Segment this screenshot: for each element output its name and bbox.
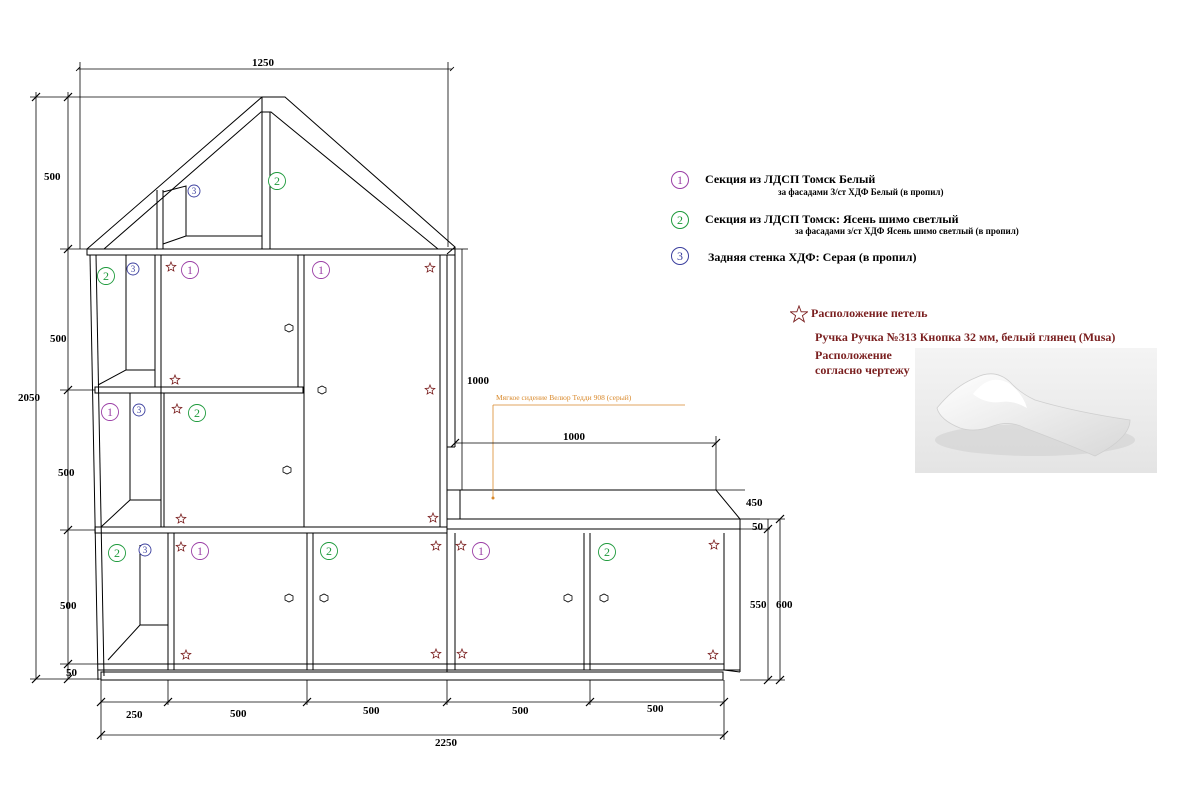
seat-leader [492,405,686,500]
legend-marker-2: 2 [671,211,689,229]
section-marker-number: 1 [187,263,193,277]
hinge-star-icon [431,541,441,550]
legend-subtitle-2: за фасадами з/ст ХДФ Ясень шимо светлый (в пропил) [795,226,1019,236]
hinge-star-icon [425,385,435,394]
section-marker-number: 1 [318,263,324,277]
hinge-star-icon [709,540,719,549]
dim-bottom-col5: 500 [647,703,664,715]
hinge-legend [790,305,927,323]
handle-title: Ручка Ручка №313 Кнопка 32 мм, белый глянец (Musa) [815,330,1116,344]
board-top [87,249,455,255]
handles [283,324,608,602]
section-marker-number: 3 [136,405,142,415]
legend-title-1: Секция из ЛДСП Томск Белый [705,172,876,186]
section-marker-number: 1 [478,544,484,558]
dim-bottom-col1: 250 [126,709,143,721]
legend-marker-1: 1 [671,171,689,189]
dim-total-height: 2050 [18,392,40,404]
section-marker-number: 2 [274,174,280,188]
dim-bench-width: 1000 [563,431,585,443]
dim-left-upper: 500 [50,333,67,345]
dim-bottom-col2: 500 [230,708,247,720]
legend-subtitle-1: за фасадами З/ст ХДФ Белый (в пропил) [778,187,944,197]
hinge-star-icon [172,404,182,413]
dim-top-width: 1250 [252,57,274,69]
dim-bench-height: 1000 [467,375,489,387]
hinge-star-icon [431,649,441,658]
hinge-star-icon [457,649,467,658]
section-marker-number: 3 [142,545,148,555]
section-marker-number: 2 [103,269,109,283]
hinge-star-icon [170,375,180,384]
dim-bottom-col4: 500 [512,705,529,717]
section-marker-number: 1 [107,405,113,419]
dim-bench-depth: 450 [746,497,763,509]
dim-bottom-col3: 500 [363,705,380,717]
hinge-stars [166,262,719,659]
dim-bench-body: 550 [750,599,767,611]
section-marker-number: 2 [114,546,120,560]
hinge-star-icon [456,541,466,550]
hinge-star-icon [425,263,435,272]
section-marker-number: 3 [191,186,197,196]
hinge-star-icon [428,513,438,522]
dim-bench-total: 600 [776,599,793,611]
board-mid1 [95,387,303,393]
section-marker-number: 2 [326,544,332,558]
hinge-star-icon [166,262,176,271]
hinge-legend-label: Расположение петель [811,305,928,320]
dim-left-roof: 500 [44,171,61,183]
section-marker-number: 3 [130,264,136,274]
section-markers [98,173,616,562]
hinge-star-icon [181,650,191,659]
handle-photo [915,348,1157,473]
legend-title-2: Секция из ЛДСП Томск: Ясень шимо светлый [705,212,959,226]
dim-left-plinth: 50 [66,667,77,679]
hinge-star-icon [176,542,186,551]
bench-seat [447,490,740,519]
dim-left-lower: 500 [60,600,77,612]
section-marker-number: 2 [194,406,200,420]
star-icon [790,305,808,323]
board-mid2 [95,527,447,533]
dim-bench-seat: 50 [752,521,763,533]
section-marker-number: 2 [604,545,610,559]
legend-marker-3: 3 [671,247,689,265]
dim-total-width: 2250 [435,737,457,749]
hinge-star-icon [176,514,186,523]
handle-note: Расположение согласно чертежу [815,348,910,377]
dim-left-middle: 500 [58,467,75,479]
hinge-star-icon [708,650,718,659]
section-marker-number: 1 [197,544,203,558]
legend-title-3: Задняя стенка ХДФ: Серая (в пропил) [708,250,917,264]
seat-label: Мягкое сидение Велюр Тедди 908 (серый) [496,393,632,402]
